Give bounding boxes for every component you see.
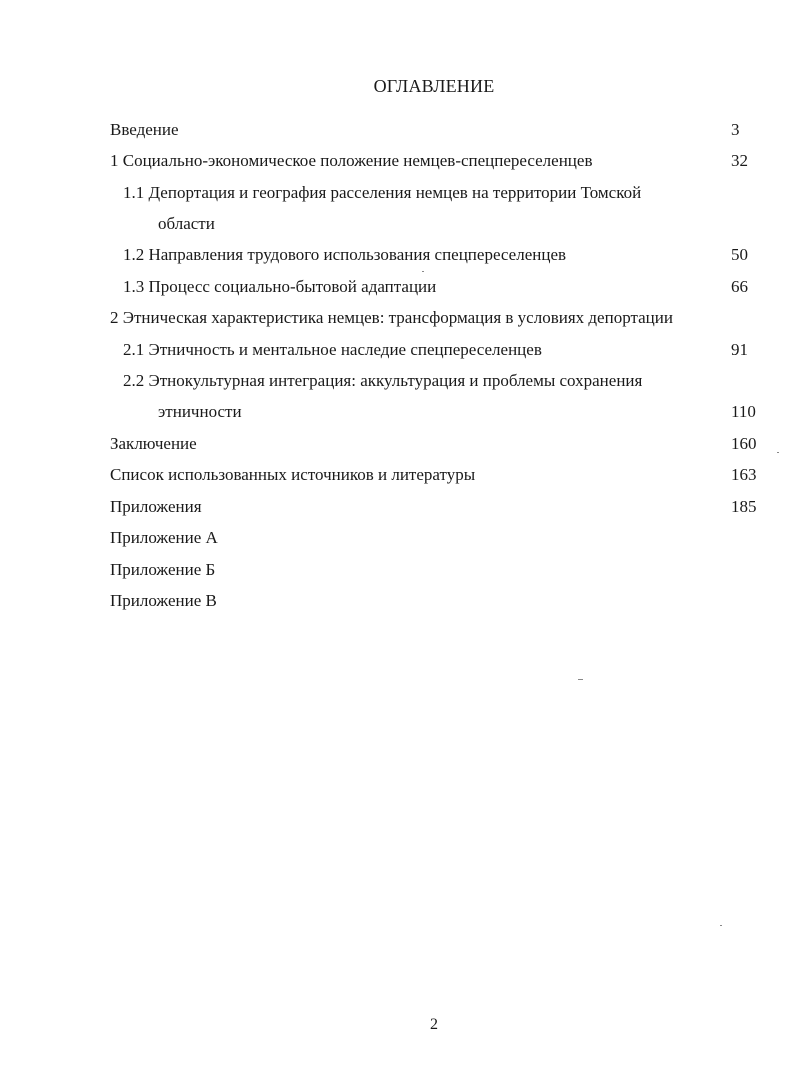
- toc-page-conclusion: 160: [731, 434, 757, 453]
- toc-page-sources: 163: [731, 465, 757, 484]
- toc-page-intro: 3: [731, 120, 740, 139]
- toc-entry-section-2-2-line1: 2.2 Этнокультурная интеграция: аккультурация и проблемы сохранения: [123, 371, 643, 390]
- toc-page-section-2-2: 110: [731, 402, 756, 421]
- scan-speck: [422, 271, 424, 272]
- toc-page-section-2-1: 91: [731, 340, 748, 359]
- toc-entry-conclusion: Заключение: [110, 434, 197, 453]
- toc-entry-intro: Введение: [110, 120, 179, 139]
- scan-speck: [777, 452, 779, 453]
- toc-entry-chapter-2: 2 Этническая характеристика немцев: трансформация в условиях депортации: [110, 308, 673, 327]
- toc-entry-appendix-a: Приложение А: [110, 528, 218, 547]
- toc-page-chapter-1: 32: [731, 151, 748, 170]
- toc-entry-chapter-1: 1 Социально-экономическое положение немцев-спецпереселенцев: [110, 151, 593, 170]
- toc-page-section-1-3: 66: [731, 277, 748, 296]
- page-title: ОГЛАВЛЕНИЕ: [373, 76, 495, 96]
- toc-entry-sources: Список использованных источников и литературы: [110, 465, 476, 484]
- toc-entry-section-1-1-line2: области: [158, 214, 215, 233]
- toc-entry-section-1-3: 1.3 Процесс социально-бытовой адаптации: [123, 277, 437, 296]
- toc-page-section-1-2: 50: [731, 245, 748, 264]
- toc-entry-appendix-b: Приложение Б: [110, 560, 216, 579]
- scan-speck: [578, 679, 583, 680]
- page-number: 2: [430, 1016, 438, 1033]
- toc-entry-section-1-2: 1.2 Направления трудового использования спецпереселенцев: [123, 245, 567, 264]
- toc-entry-section-2-2-line2: этничности: [158, 402, 242, 421]
- scan-speck: [720, 925, 722, 926]
- toc-entry-appendices: Приложения: [110, 497, 202, 516]
- toc-entry-section-2-1: 2.1 Этничность и ментальное наследие спецпереселенцев: [123, 340, 542, 359]
- toc-entry-section-1-1-line1: 1.1 Депортация и география расселения немцев на территории Томской: [123, 183, 642, 202]
- toc-entry-appendix-c: Приложение В: [110, 591, 217, 610]
- toc-page-appendices: 185: [731, 497, 757, 516]
